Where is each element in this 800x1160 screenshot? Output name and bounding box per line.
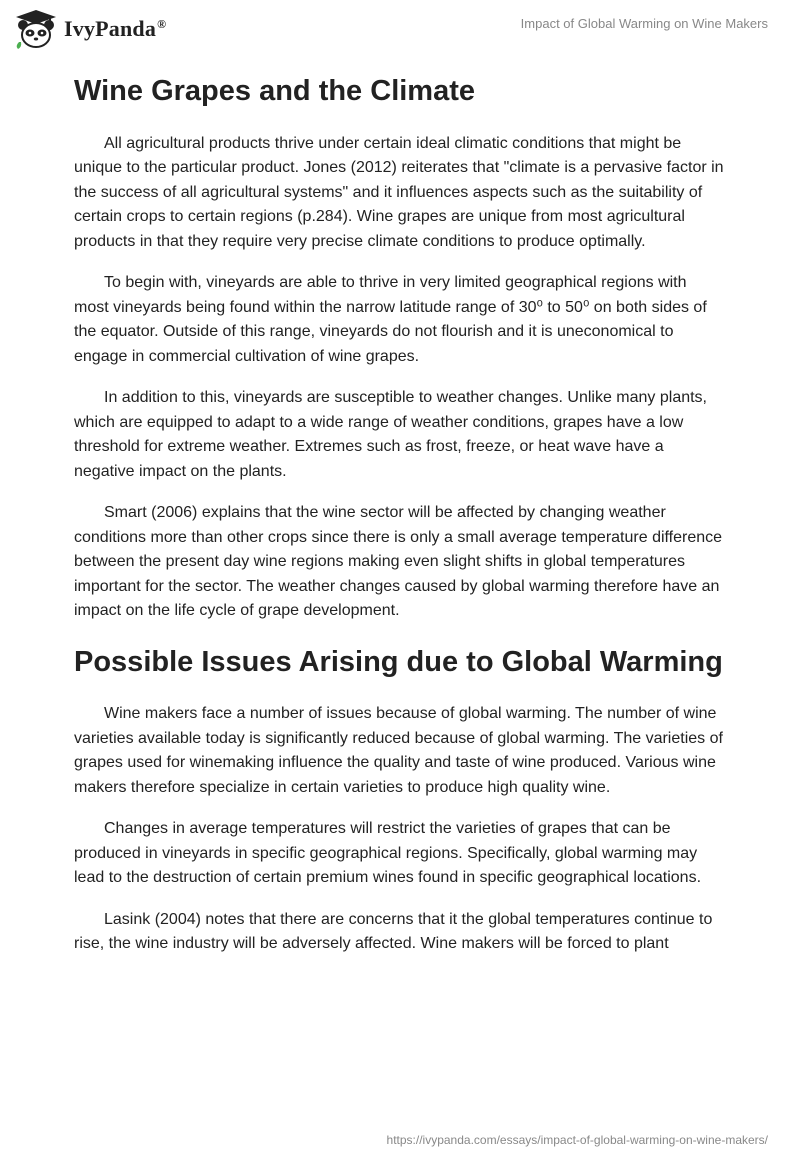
essay-content (74, 70, 724, 974)
brand-name: IvyPanda® (64, 16, 167, 41)
panda-icon (14, 8, 58, 50)
paragraph: Wine makers face a number of issues because of global warming. The number of wine varieties available today is significantly reduced because of global warming. The varieties of grapes used for winemaking influence the quality and taste of wine produced. Various wine makers therefore specialize in certain varieties to produce high quality wine. (74, 705, 723, 796)
section-heading: Wine Grapes and the Climate (74, 75, 476, 107)
paragraph: To begin with, vineyards are able to thrive in very limited geographical regions with most vineyards being found within the narrow latitude range of 30⁰ to 50⁰ on both sides of the equator. Outside of this range, vineyards do not flourish and it is uneconomical to engage in commercial cultivation of wine grapes. (74, 274, 707, 365)
paragraph: Lasink (2004) notes that there are concerns that it the global temperatures continue to rise, the wine industry will be adversely affected. Wine makers will be forced to plant (74, 910, 713, 952)
page-header (0, 0, 800, 60)
ivypanda-logo[interactable] (14, 8, 166, 50)
paragraph: Changes in average temperatures will restrict the varieties of grapes that can be produced in vineyards in specific geographical regions. Specifically, global warming may lead to the destruction of certain premium wines found in specific geographical locations. (74, 820, 702, 886)
section-heading: Possible Issues Arising due to Global Warming (74, 645, 723, 678)
paragraph: Smart (2006) explains that the wine sector will be affected by changing weather conditions more than other crops since there is only a small average temperature difference between the present day wine regions making even slight shifts in global temperatures important for the sector. The weather changes caused by global warming therefore have an impact on the life cycle of grape development. (74, 504, 723, 619)
registered-mark: ® (157, 16, 167, 31)
document-title: Impact of Global Warming on Wine Makers (520, 16, 768, 31)
paragraph: In addition to this, vineyards are susceptible to weather changes. Unlike many plants, which are equipped to adapt to a wide range of weather conditions, grapes have a low threshold for extreme weather. Extremes such as frost, freeze, or heat wave have a negative impact on the plants. (74, 389, 707, 480)
paragraph: All agricultural products thrive under certain ideal climatic conditions that might be unique to the particular product. Jones (2012) reiterates that "climate is a pervasive factor in the success of all agricultural systems" and it influences aspects such as the suitability of certain crops to certain regions (p.284). Wine grapes are unique from most agricultural products in that they require very precise climate conditions to produce optimally. (74, 134, 724, 250)
source-url[interactable]: https://ivypanda.com/essays/impact-of-global-warming-on-wine-makers/ (386, 1133, 768, 1147)
